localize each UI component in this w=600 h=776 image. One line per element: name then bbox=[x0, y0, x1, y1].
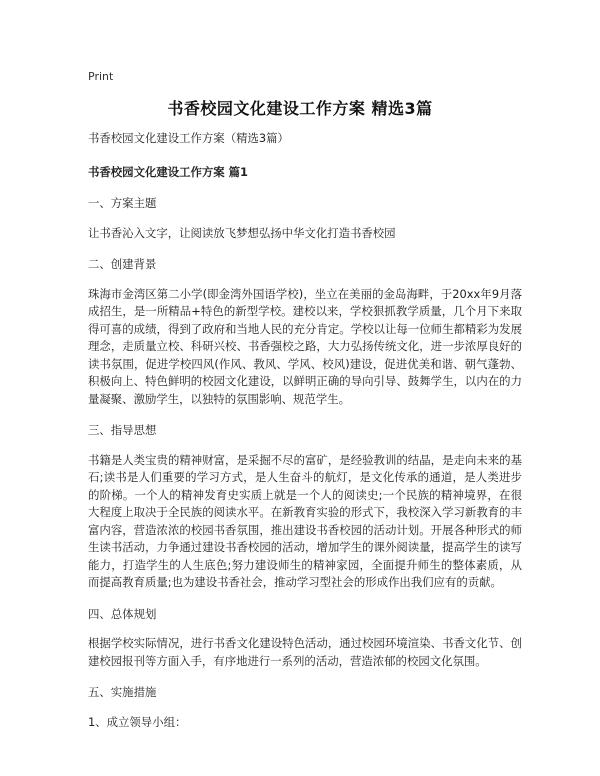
section-heading: 三、指导思想 bbox=[88, 423, 157, 437]
document-body bbox=[88, 130, 522, 745]
section-paragraph: 书籍是人类宝贵的精神财富，是采掘不尽的富矿，是经验教训的结晶，是走向未来的基石;读书是人们重要的学习方式，是人生奋斗的航灯，是文化传承的通道，是人类进步的阶梯。一个人的精神发育史实质上就是一个人的阅读史;一个民族的精神境界，在很大程度上取决于全民族的阅读水平。在新教育实验的形式下，我校深入学习新教育的丰富内容，营造浓浓的校园书香氛围，推出建设书香校园的活动计划。开展各种形式的师生读书活动，力争通过建设书香校园的活动，增加学生的课外阅读量，提高学生的读写能力，打造学生的人生底色;努力建设师生的精神家园，全面提升师生的整体素质，从而提高教育质量;也为建设书香社会，推动学习型社会的形成作出我们应有的贡献。 bbox=[88, 452, 522, 589]
print-label: Print bbox=[88, 70, 114, 83]
part-title: 书香校园文化建设工作方案 篇1 bbox=[88, 164, 248, 179]
document-subtitle: 书香校园文化建设工作方案（精选3篇） bbox=[88, 131, 289, 145]
section-paragraph: 根据学校实际情况，进行书香文化建设特色活动，通过校园环境渲染、书香文化节、创建校园报刊等方面入手，有序地进行一系列的活动，营造浓郁的校园文化氛围。 bbox=[88, 636, 522, 668]
section-heading: 一、方案主题 bbox=[88, 196, 157, 210]
section-paragraph: 让书香沁入文字，让阅读放飞梦想弘扬中华文化打造书香校园 bbox=[88, 225, 396, 240]
section-heading: 四、总体规划 bbox=[88, 606, 157, 621]
page-title: 书香校园文化建设工作方案 精选3篇 bbox=[167, 99, 433, 118]
section-heading: 五、实施措施 bbox=[88, 685, 157, 699]
section-paragraph: 珠海市金湾区第二小学(即金湾外国语学校)，坐立在美丽的金岛海畔，于20xx年9月落成招生，是一所精品+特色的新型学校。建校以来，学校狠抓教学质量，几个月下来取得可喜的成绩，得到了政府和当地人民的充分肯定。学校以让每一位师生都精彩为发展理念，走质量立校、科研兴校、书香强校之路，大力弘扬传统文化，进一步浓厚良好的读书氛围，促进学校四风(作风、教风、学风、校风)建设，促进优美和谐、朝气蓬勃、积极向上、特色鲜明的校园文化建设，以鲜明正确的导向引导、鼓舞学生，以内在的力量凝聚、激励学生，以独特的氛围影响、规范学生。 bbox=[88, 286, 522, 406]
section-heading: 二、创建背景 bbox=[88, 257, 157, 271]
section-paragraph: 1、成立领导小组： bbox=[88, 714, 187, 729]
